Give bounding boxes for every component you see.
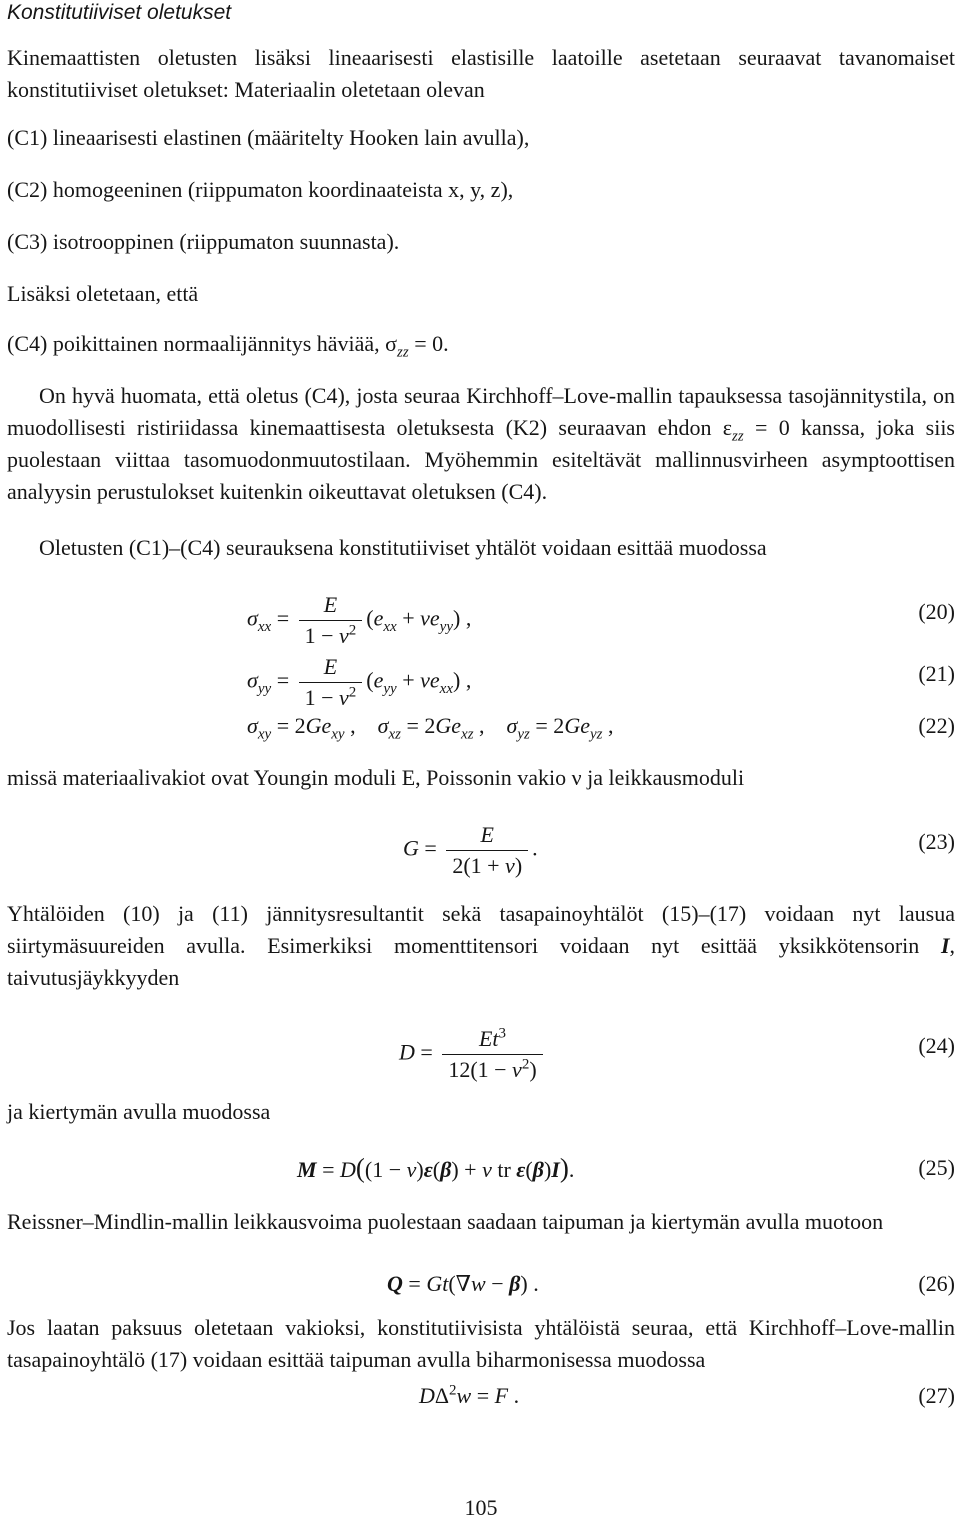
assumption-c1 (7, 122, 529, 154)
transition-paragraph (7, 898, 955, 994)
material-constants-text: missä materiaalivakiot ovat Youngin moduli E, Poissonin vakio ν ja leikkausmoduli (7, 765, 745, 790)
equation-27-math: $D\Delta^2w = F$ . (419, 1382, 520, 1408)
assumption-text: lineaarisesti elastinen (määritelty Hooken lain avulla), (52, 125, 530, 150)
rotation-text: ja kiertymän avulla muodossa (7, 1099, 271, 1124)
document-page (7, 0, 955, 1521)
fraction: $\frac{E}{1 - \nu^2}$ (299, 652, 363, 713)
strain-subscript: zz (732, 428, 744, 445)
stress-subscript: zz (397, 344, 409, 361)
discussion-before: On hyvä huomata, että oletus (C4), josta seuraa Kirchhoff–Love-mallin tapauksessa tasojännitystila, on muodollisesti ristiriidassa kinemaattisesta oletuksesta (K2) seuraavan ehdon ε (7, 383, 955, 440)
assumption-tail: = 0. (408, 331, 449, 356)
equation-number: (27) (918, 1383, 955, 1408)
equation-number: (22) (918, 713, 955, 738)
equation-number: (21) (918, 661, 955, 686)
equation-number: (23) (918, 829, 955, 854)
equation-number: (25) (918, 1155, 955, 1180)
fraction: $\frac{E}{1 - \nu^2}$ (299, 590, 363, 651)
equation-number: (24) (918, 1033, 955, 1058)
equation-21 (7, 652, 955, 710)
fraction: $\frac{Et^3}{12(1 - \nu^2)}$ (442, 1024, 542, 1085)
assumption-c4 (7, 328, 449, 360)
assumption-text: homogeeninen (riippumaton koordinaateista x, y, z), (52, 177, 514, 202)
section-heading: Konstitutiiviset oletukset (7, 1, 232, 24)
equation-22 (7, 704, 955, 748)
equation-22-math: $\sigma_{xy} = 2Ge_{xy}$ , $\sigma_{xz} = 2Ge_{xz}$ , $\sigma_{yz} = 2Ge_{yz}$ , (247, 713, 614, 743)
equation-27 (7, 1374, 955, 1418)
equation-21-math: $\sigma_{yy}$ = $\frac{E}{1 - \nu^2}$ $(e_{yy} + \nu e_{xx})$ , (247, 652, 471, 713)
equation-25-math: M = D((1 − ν)ε(β) + ν tr ε(β)I). (297, 1153, 575, 1183)
assumption-c3 (7, 226, 399, 258)
discussion-after: = 0 kanssa, joka siis puolestaan viittaa tasomuodonmuutostilaan. Myöhemmin esiteltävät mallinnusvirheen asymptoottisen analyysin perustulokset kuitenkin oikeuttavat oletuksen (C4). (7, 415, 955, 504)
transition-after: , taivutusjäykkyyden (7, 933, 955, 990)
discussion-paragraph (7, 380, 955, 508)
equation-number: (26) (918, 1271, 955, 1296)
equation-24-math: D = $\frac{Et^3}{12(1 - \nu^2)}$ (399, 1024, 547, 1085)
equation-26 (7, 1262, 955, 1306)
shear-paragraph: Reissner–Mindlin-mallin leikkausvoima puolestaan saadaan taipuman ja kiertymän avulla muotoon (7, 1209, 884, 1234)
equation-25 (7, 1146, 955, 1190)
equation-24 (7, 1024, 955, 1082)
intro-paragraph: Kinemaattisten oletusten lisäksi lineaarisesti elastisille laatoille asetetaan seuraavat tavanomaiset konstitutiiviset oletukset: Materiaalin oletetaan olevan (7, 45, 955, 102)
transition-before: Yhtälöiden (10) ja (11) jännitysresultantit sekä tasapainoyhtälöt (15)–(17) voidaan nyt lausua siirtymäsuureiden avulla. Esimerkiksi momenttitensori voidaan nyt esittää yksikkötensorin (7, 901, 955, 958)
further-assumption-intro: Lisäksi oletetaan, että (7, 281, 199, 306)
final-paragraph: Jos laatan paksuus oletetaan vakioksi, konstitutiivisista yhtälöistä seuraa, että Kirchhoff–Love-mallin tasapainoyhtälö (17) voidaan esittää taipuman avulla biharmonisessa muodossa (7, 1315, 955, 1372)
assumption-text: poikittainen normaalijännitys häviää, σ (52, 331, 398, 356)
equation-20 (7, 590, 955, 648)
equation-26-math: Q = Gt(∇w − β) . (387, 1271, 539, 1296)
equation-23-math: G = $\frac{E}{2(1 + \nu)}$ . (403, 820, 538, 881)
assumption-label: (C4) (7, 331, 48, 356)
identity-tensor-symbol: I (940, 933, 950, 958)
assumption-text: isotrooppinen (riippumaton suunnasta). (52, 229, 400, 254)
assumption-c2 (7, 174, 513, 206)
page-number: 105 (464, 1495, 498, 1520)
equation-20-math: $\sigma_{xx}$ = $\frac{E}{1 - \nu^2}$ $(e_{xx} + \nu e_{yy})$ , (247, 590, 471, 651)
assumption-label: (C2) (7, 177, 48, 202)
assumption-label: (C1) (7, 125, 48, 150)
assumption-label: (C3) (7, 229, 48, 254)
consequence-paragraph: Oletusten (C1)–(C4) seurauksena konstitutiiviset yhtälöt voidaan esittää muodossa (39, 535, 767, 560)
fraction: $\frac{E}{2(1 + \nu)}$ (446, 820, 528, 881)
equation-number: (20) (918, 599, 955, 624)
equation-23 (7, 820, 955, 878)
